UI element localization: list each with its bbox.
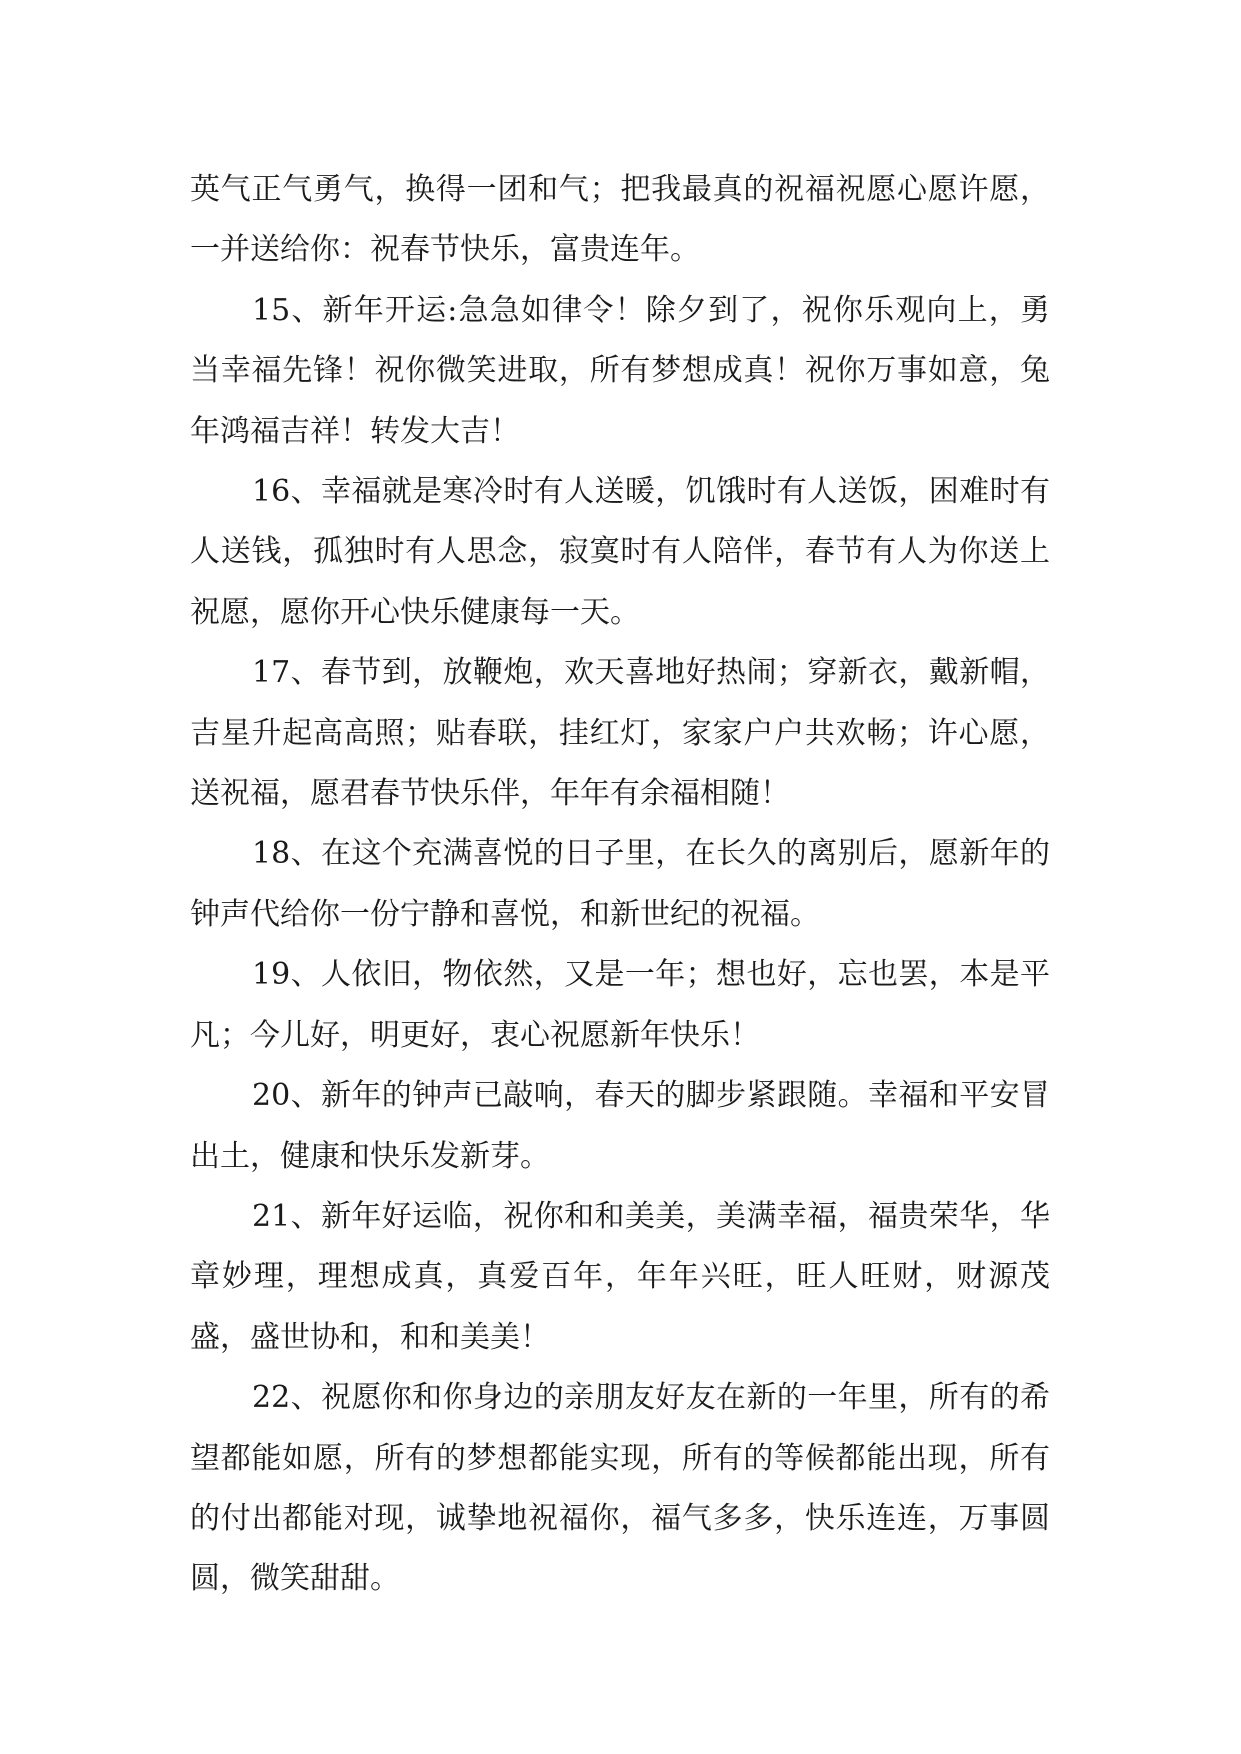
paragraph-item-19: 19、人依旧，物依然，又是一年；想也好，忘也罢，本是平凡；今儿好，明更好，衷心祝愿新年快乐！ [190,957,1050,1053]
paragraph-item-15: 15、新年开运:急急如律令！除夕到了，祝你乐观向上，勇当幸福先锋！祝你微笑进取，所有梦想成真！祝你万事如意，兔年鸿福吉祥！转发大吉！ [190,292,1050,449]
paragraph-item-20: 20、新年的钟声已敲响，春天的脚步紧跟随。幸福和平安冒出土，健康和快乐发新芽。 [190,1078,1050,1174]
document-body [190,160,1050,1610]
paragraph-item-16: 16、幸福就是寒冷时有人送暖，饥饿时有人送饭，困难时有人送钱，孤独时有人思念，寂寞时有人陪伴，春节有人为你送上祝愿，愿你开心快乐健康每一天。 [190,474,1050,630]
paragraph-continuation: 英气正气勇气，换得一团和气；把我最真的祝福祝愿心愿许愿，一并送给你：祝春节快乐，富贵连年。 [190,172,1050,268]
paragraph-item-18: 18、在这个充满喜悦的日子里，在长久的离别后，愿新年的钟声代给你一份宁静和喜悦，和新世纪的祝福。 [190,836,1050,932]
paragraph-item-17: 17、春节到，放鞭炮，欢天喜地好热闹；穿新衣，戴新帽，吉星升起高高照；贴春联，挂红灯，家家户户共欢畅；许心愿，送祝福，愿君春节快乐伴，年年有余福相随！ [190,655,1050,812]
paragraph-item-22: 22、祝愿你和你身边的亲朋友好友在新的一年里，所有的希望都能如愿，所有的梦想都能实现，所有的等候都能出现，所有的付出都能对现，诚挚地祝福你，福气多多，快乐连连，万事圆圆，微笑甜甜。 [190,1380,1050,1597]
paragraph-item-21: 21、新年好运临，祝你和和美美，美满幸福，福贵荣华，华章妙理，理想成真，真爱百年，年年兴旺，旺人旺财，财源茂盛，盛世协和，和和美美！ [190,1198,1050,1355]
